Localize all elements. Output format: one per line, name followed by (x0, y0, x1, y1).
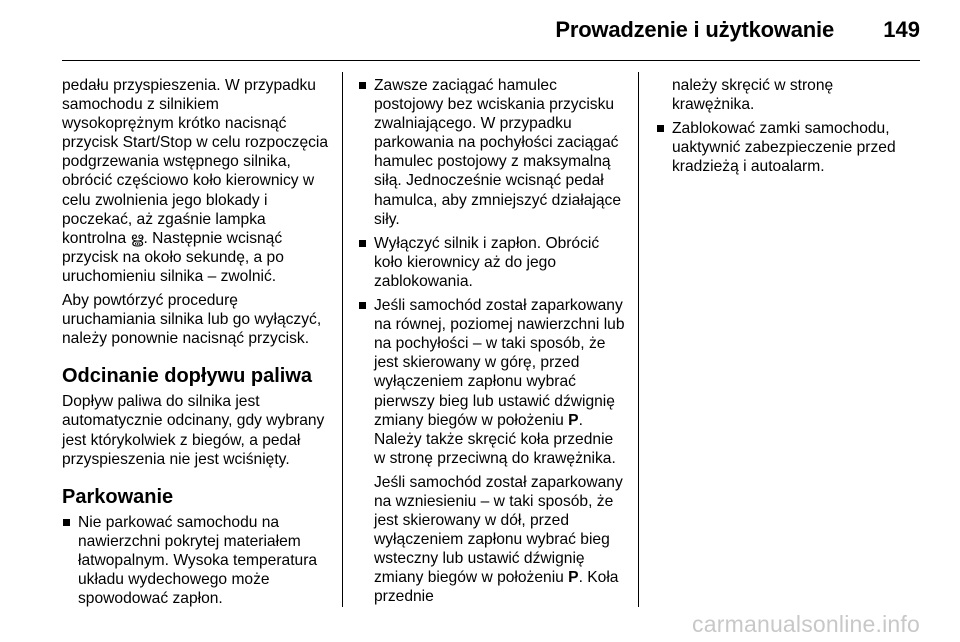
list-item: Zawsze zaciągać hamulec postojowy bez wciskania przycisku zwalniającego. W przypadku parkowania na pochyłości zaciągać hamulec postojowy z maksymalną siłą. Jednocześnie wcisnąć pedał hamulca, aby zmniejszyć działające siły. (358, 76, 628, 229)
page-number: 149 (883, 17, 920, 42)
list-item-continuation: należy skręcić w stronę krawężnika. (672, 77, 834, 114)
column-divider-right (638, 72, 639, 607)
column-divider-left (342, 72, 343, 607)
watermark: carmanualsonline.info (692, 611, 920, 637)
parking-list (62, 513, 334, 608)
heading-parking: Parkowanie (62, 485, 174, 508)
heading-fuel-cutoff: Odcinanie dopływu paliwa (62, 365, 313, 388)
paragraph-repeat-procedure: Aby powtórzyć procedurę uruchamiania silnika lub go wyłączyć, należy ponownie nacisnąć przycisk. (62, 292, 322, 348)
paragraph-fuel-cutoff: Dopływ paliwa do silnika jest automatycznie odcinany, gdy wybrany jest którykolwiek z biegów, a pedał przyspieszenia nie jest wciśnięty. (62, 393, 325, 468)
gear-position-p: P (568, 411, 579, 429)
parking-list-continued (358, 76, 628, 468)
header-divider (62, 60, 920, 61)
list-item: Nie parkować samochodu na nawierzchni pokrytej materiałem łatwopalnym. Wysoka temperatura układu wydechowego może spowodować zapłon. (62, 513, 334, 608)
column-left (62, 76, 334, 613)
list-item: Wyłączyć silnik i zapłon. Obrócić koło kierownicy aż do jego zablokowania. (358, 234, 628, 291)
list-item-continuation: Jeśli samochód został zaparkowany na wzniesieniu – w taki sposób, że jest skierowany w dół, przed wyłączeniem zapłonu wybrać bieg wsteczny lub ustawić dźwignię zmiany biegów w położeniu P. Koła przednie (374, 473, 623, 606)
list-item: Jeśli samochód został zaparkowany na równej, poziomej nawierzchni lub na pochyłości – w taki sposób, że jest skierowany w górę, przed wyłączeniem zapłonu wybrać pierwszy bieg lub ustawić dźwignię zmiany biegów w położeniu P. Należy także skręcić koła przednie w stronę przeciwną do krawężnika. (358, 296, 628, 468)
paragraph-start-procedure: pedału przyspieszenia. W przypadku samochodu z silnikiem wysokoprężnym krótko nacisnąć przycisk Start/Stop w celu rozpoczęcia podgrzewania wstępnego silnika, obrócić częściowo koło kierownicy w celu zwolnienia jego blokady i poczekać, aż zgaśnie lampka kontrolna ൠ. Następnie wcisnąć przycisk na około sekundę, a po uruchomieniu silnika – zwolnić. (62, 77, 329, 285)
header-title: Prowadzenie i użytkowanie (555, 17, 834, 42)
column-right (656, 76, 912, 181)
gear-position-p: P (568, 569, 579, 587)
column-middle (358, 76, 628, 612)
list-item: Zablokować zamki samochodu, uaktywnić zabezpieczenie przed kradzieżą i autoalarm. (656, 119, 912, 176)
page-header (0, 0, 960, 60)
parking-list-end (656, 119, 912, 176)
preheat-coil-icon: ൠ (130, 228, 144, 247)
